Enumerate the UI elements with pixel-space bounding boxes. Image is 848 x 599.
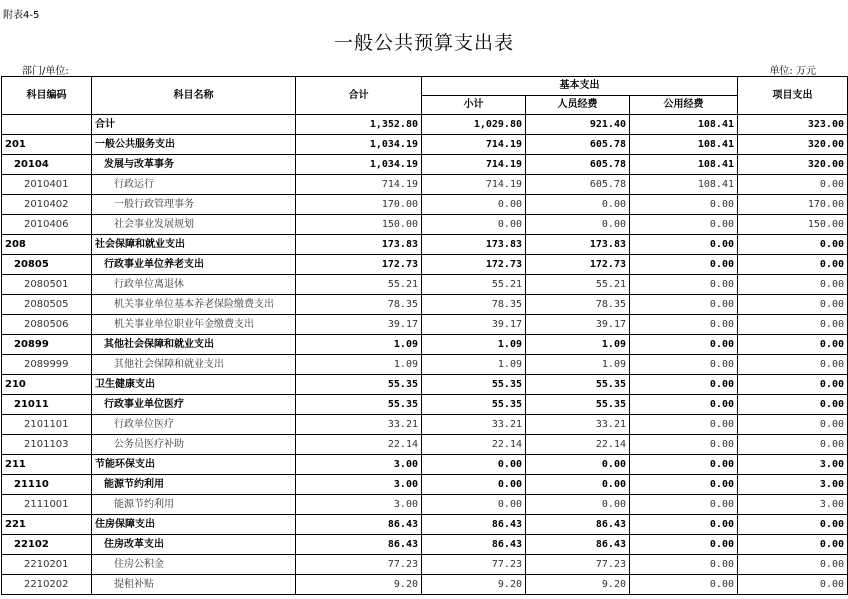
table-row	[2, 235, 848, 255]
table-row	[2, 195, 848, 215]
row-project: 0.00	[738, 355, 848, 375]
row-personnel: 605.78	[526, 175, 630, 195]
row-subtotal: 1.09	[422, 335, 526, 355]
row-total: 714.19	[296, 175, 422, 195]
row-personnel: 0.00	[526, 495, 630, 515]
col-header-public: 公用经费	[630, 96, 738, 115]
row-total: 170.00	[296, 195, 422, 215]
col-header-personnel: 人员经费	[526, 96, 630, 115]
row-personnel: 1.09	[526, 335, 630, 355]
row-name: 行政事业单位医疗	[92, 395, 296, 415]
row-subtotal: 714.19	[422, 135, 526, 155]
row-name: 行政运行	[92, 175, 296, 195]
row-name: 行政单位医疗	[92, 415, 296, 435]
row-subtotal: 714.19	[422, 155, 526, 175]
row-project: 320.00	[738, 155, 848, 175]
row-public: 0.00	[630, 255, 738, 275]
row-personnel: 0.00	[526, 475, 630, 495]
row-name: 行政事业单位养老支出	[92, 255, 296, 275]
row-personnel: 22.14	[526, 435, 630, 455]
row-project: 323.00	[738, 115, 848, 135]
row-total: 33.21	[296, 415, 422, 435]
table-row	[2, 335, 848, 355]
row-subtotal: 86.43	[422, 535, 526, 555]
row-code: 20104	[2, 155, 92, 175]
table-row	[2, 475, 848, 495]
row-personnel: 77.23	[526, 555, 630, 575]
row-subtotal: 22.14	[422, 435, 526, 455]
dept-label: 部门/单位:	[22, 66, 69, 77]
table-row	[2, 555, 848, 575]
row-subtotal: 86.43	[422, 515, 526, 535]
row-personnel: 0.00	[526, 215, 630, 235]
row-name: 社会保障和就业支出	[92, 235, 296, 255]
row-total: 150.00	[296, 215, 422, 235]
row-public: 108.41	[630, 135, 738, 155]
row-name: 住房改革支出	[92, 535, 296, 555]
row-subtotal: 0.00	[422, 215, 526, 235]
row-subtotal: 0.00	[422, 495, 526, 515]
row-project: 0.00	[738, 435, 848, 455]
row-project: 3.00	[738, 495, 848, 515]
row-subtotal: 714.19	[422, 175, 526, 195]
row-name: 节能环保支出	[92, 455, 296, 475]
row-code: 2111001	[2, 495, 92, 515]
col-header-code: 科目编码	[2, 77, 92, 115]
row-total: 1.09	[296, 355, 422, 375]
row-name: 其他社会保障和就业支出	[92, 355, 296, 375]
table-row	[2, 375, 848, 395]
row-subtotal: 9.20	[422, 575, 526, 595]
row-code: 2010402	[2, 195, 92, 215]
row-total: 86.43	[296, 535, 422, 555]
row-personnel: 1.09	[526, 355, 630, 375]
row-total: 55.35	[296, 395, 422, 415]
row-personnel: 86.43	[526, 515, 630, 535]
row-project: 0.00	[738, 575, 848, 595]
row-subtotal: 0.00	[422, 195, 526, 215]
row-project: 0.00	[738, 375, 848, 395]
row-total: 1.09	[296, 335, 422, 355]
row-subtotal: 173.83	[422, 235, 526, 255]
row-personnel: 55.35	[526, 375, 630, 395]
col-header-project: 项目支出	[738, 77, 848, 115]
row-personnel: 605.78	[526, 155, 630, 175]
row-name: 能源节约利用	[92, 495, 296, 515]
row-public: 0.00	[630, 495, 738, 515]
row-project: 0.00	[738, 175, 848, 195]
row-public: 0.00	[630, 535, 738, 555]
row-code: 211	[2, 455, 92, 475]
row-subtotal: 0.00	[422, 455, 526, 475]
row-project: 0.00	[738, 255, 848, 275]
table-body	[2, 115, 848, 595]
table-row	[2, 215, 848, 235]
row-public: 0.00	[630, 455, 738, 475]
row-public: 108.41	[630, 175, 738, 195]
row-project: 0.00	[738, 415, 848, 435]
page-title: 一般公共预算支出表	[333, 32, 514, 54]
row-code: 2010401	[2, 175, 92, 195]
row-total: 3.00	[296, 495, 422, 515]
row-total: 77.23	[296, 555, 422, 575]
col-header-total: 合计	[296, 77, 422, 115]
row-project: 0.00	[738, 275, 848, 295]
col-header-basic: 基本支出	[422, 77, 738, 96]
row-name: 提租补贴	[92, 575, 296, 595]
table-note: 附表4-5	[3, 10, 40, 21]
row-name: 行政单位离退休	[92, 275, 296, 295]
table-row	[2, 295, 848, 315]
row-subtotal: 55.35	[422, 395, 526, 415]
table-row	[2, 435, 848, 455]
row-personnel: 605.78	[526, 135, 630, 155]
row-public: 0.00	[630, 295, 738, 315]
row-code: 201	[2, 135, 92, 155]
row-name: 其他社会保障和就业支出	[92, 335, 296, 355]
row-name: 一般公共服务支出	[92, 135, 296, 155]
row-code: 2101103	[2, 435, 92, 455]
row-code: 22102	[2, 535, 92, 555]
row-subtotal: 1,029.80	[422, 115, 526, 135]
row-total: 78.35	[296, 295, 422, 315]
row-public: 0.00	[630, 475, 738, 495]
row-personnel: 55.35	[526, 395, 630, 415]
row-public: 0.00	[630, 315, 738, 335]
row-total: 9.20	[296, 575, 422, 595]
table-row	[2, 455, 848, 475]
row-project: 0.00	[738, 315, 848, 335]
row-total: 22.14	[296, 435, 422, 455]
table-row	[2, 315, 848, 335]
row-total: 172.73	[296, 255, 422, 275]
row-public: 0.00	[630, 575, 738, 595]
row-name: 合计	[92, 115, 296, 135]
budget-table	[1, 76, 848, 595]
row-code: 2210202	[2, 575, 92, 595]
row-personnel: 172.73	[526, 255, 630, 275]
row-code: 20899	[2, 335, 92, 355]
row-total: 1,034.19	[296, 155, 422, 175]
row-code: 2101101	[2, 415, 92, 435]
row-subtotal: 77.23	[422, 555, 526, 575]
row-code: 2210201	[2, 555, 92, 575]
row-total: 3.00	[296, 455, 422, 475]
row-public: 108.41	[630, 155, 738, 175]
row-total: 55.35	[296, 375, 422, 395]
row-name: 一般行政管理事务	[92, 195, 296, 215]
row-code: 210	[2, 375, 92, 395]
table-row	[2, 415, 848, 435]
row-project: 0.00	[738, 335, 848, 355]
row-public: 0.00	[630, 195, 738, 215]
row-subtotal: 78.35	[422, 295, 526, 315]
row-total: 86.43	[296, 515, 422, 535]
row-subtotal: 55.21	[422, 275, 526, 295]
row-code	[2, 115, 92, 135]
row-project: 0.00	[738, 235, 848, 255]
row-code: 21011	[2, 395, 92, 415]
row-subtotal: 39.17	[422, 315, 526, 335]
unit-label: 单位: 万元	[769, 66, 816, 77]
row-total: 39.17	[296, 315, 422, 335]
row-total: 173.83	[296, 235, 422, 255]
col-header-subtotal: 小计	[422, 96, 526, 115]
row-personnel: 921.40	[526, 115, 630, 135]
row-subtotal: 172.73	[422, 255, 526, 275]
row-subtotal: 33.21	[422, 415, 526, 435]
row-public: 0.00	[630, 555, 738, 575]
row-total: 1,034.19	[296, 135, 422, 155]
table-row	[2, 575, 848, 595]
row-name: 发展与改革事务	[92, 155, 296, 175]
row-personnel: 0.00	[526, 195, 630, 215]
row-personnel: 33.21	[526, 415, 630, 435]
row-personnel: 173.83	[526, 235, 630, 255]
row-public: 0.00	[630, 235, 738, 255]
row-subtotal: 1.09	[422, 355, 526, 375]
row-project: 0.00	[738, 515, 848, 535]
table-row	[2, 535, 848, 555]
row-public: 0.00	[630, 515, 738, 535]
row-name: 社会事业发展规划	[92, 215, 296, 235]
row-code: 2080505	[2, 295, 92, 315]
row-personnel: 39.17	[526, 315, 630, 335]
row-name: 公务员医疗补助	[92, 435, 296, 455]
row-code: 2010406	[2, 215, 92, 235]
row-name: 住房公积金	[92, 555, 296, 575]
row-code: 21110	[2, 475, 92, 495]
row-subtotal: 0.00	[422, 475, 526, 495]
col-header-name: 科目名称	[92, 77, 296, 115]
row-code: 208	[2, 235, 92, 255]
table-row	[2, 355, 848, 375]
row-subtotal: 55.35	[422, 375, 526, 395]
row-project: 0.00	[738, 395, 848, 415]
row-public: 0.00	[630, 275, 738, 295]
row-project: 0.00	[738, 535, 848, 555]
row-project: 3.00	[738, 455, 848, 475]
row-personnel: 55.21	[526, 275, 630, 295]
row-name: 卫生健康支出	[92, 375, 296, 395]
total-row	[2, 115, 848, 135]
row-public: 0.00	[630, 215, 738, 235]
row-project: 170.00	[738, 195, 848, 215]
table-row	[2, 395, 848, 415]
row-personnel: 9.20	[526, 575, 630, 595]
table-row	[2, 155, 848, 175]
row-project: 150.00	[738, 215, 848, 235]
table-row	[2, 255, 848, 275]
row-public: 108.41	[630, 115, 738, 135]
row-personnel: 86.43	[526, 535, 630, 555]
row-project: 0.00	[738, 555, 848, 575]
row-total: 55.21	[296, 275, 422, 295]
table-row	[2, 135, 848, 155]
row-code: 221	[2, 515, 92, 535]
row-project: 3.00	[738, 475, 848, 495]
row-total: 3.00	[296, 475, 422, 495]
row-personnel: 0.00	[526, 455, 630, 475]
row-code: 20805	[2, 255, 92, 275]
row-public: 0.00	[630, 375, 738, 395]
row-public: 0.00	[630, 395, 738, 415]
table-row	[2, 175, 848, 195]
table-row	[2, 515, 848, 535]
row-name: 住房保障支出	[92, 515, 296, 535]
row-name: 能源节约利用	[92, 475, 296, 495]
row-code: 2080506	[2, 315, 92, 335]
row-personnel: 78.35	[526, 295, 630, 315]
row-code: 2080501	[2, 275, 92, 295]
row-public: 0.00	[630, 415, 738, 435]
row-name: 机关事业单位基本养老保险缴费支出	[92, 295, 296, 315]
row-public: 0.00	[630, 355, 738, 375]
row-code: 2089999	[2, 355, 92, 375]
row-project: 320.00	[738, 135, 848, 155]
table-row	[2, 495, 848, 515]
row-name: 机关事业单位职业年金缴费支出	[92, 315, 296, 335]
row-public: 0.00	[630, 335, 738, 355]
table-row	[2, 275, 848, 295]
row-total: 1,352.80	[296, 115, 422, 135]
row-public: 0.00	[630, 435, 738, 455]
row-project: 0.00	[738, 295, 848, 315]
